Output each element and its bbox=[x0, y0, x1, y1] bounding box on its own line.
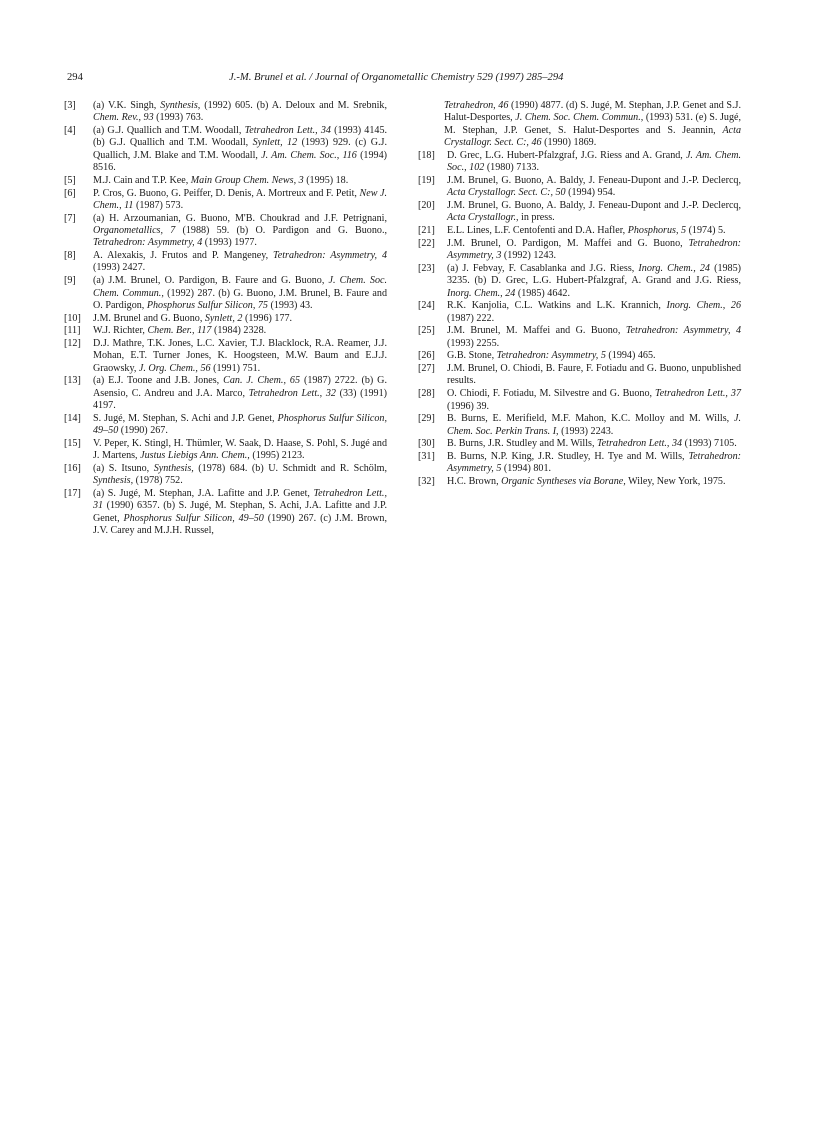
reference-text: (a) H. Arzoumanian, G. Buono, M'B. Choukrad and J.F. Petrignani, bbox=[93, 212, 387, 224]
reference-number: [27] bbox=[418, 363, 435, 375]
reference-number: [23] bbox=[418, 262, 435, 274]
reference-item bbox=[418, 300, 741, 325]
reference-text: G.B. Stone, bbox=[447, 350, 497, 362]
reference-text: (a) S. Jugé, M. Stephan, J.A. Lafitte and J.P. Genet, bbox=[93, 488, 314, 500]
reference-item bbox=[418, 476, 741, 488]
reference-item bbox=[418, 363, 741, 388]
reference-item bbox=[418, 225, 741, 237]
reference-item bbox=[64, 250, 387, 275]
reference-italic-text: Tetrahedron, 46 bbox=[444, 100, 509, 111]
reference-text: (1993) 929. (c) G.J. Quallich, J.M. Blake and T.M. Woodall, bbox=[93, 137, 387, 161]
reference-item bbox=[64, 100, 387, 125]
reference-number: [26] bbox=[418, 350, 435, 362]
reference-italic-text: Tetrahedron: Asymmetry, 5 bbox=[447, 451, 741, 475]
reference-italic-text: J. Org. Chem., 56 bbox=[138, 362, 211, 374]
reference-item bbox=[64, 488, 387, 537]
reference-text: D.J. Mathre, T.K. Jones, L.C. Xavier, T.J. Blacklock, R.A. Reamer, J.J. Mohan, E.T. Turner Jones, K. Hoogsteen, M.W. Baum and E.J.J. Graowsky, bbox=[93, 338, 387, 374]
reference-text: (1978) 684. (b) U. Schmidt and R. Schölm, bbox=[193, 463, 387, 475]
reference-number: [25] bbox=[418, 325, 435, 337]
reference-text: (1980) 7133. bbox=[484, 162, 539, 174]
reference-number: [8] bbox=[64, 250, 76, 262]
reference-text: (1994) 8516. bbox=[93, 149, 387, 174]
reference-text: (1993) 2255. bbox=[447, 337, 500, 349]
reference-item bbox=[418, 175, 741, 200]
reference-italic-text: Tetrahedron: Asymmetry, 4 bbox=[93, 237, 203, 249]
reference-item bbox=[64, 275, 387, 312]
reference-text: (1978) 752. bbox=[133, 475, 183, 487]
reference-text: (1992) 605. (b) A. Deloux and M. Srebnik, bbox=[200, 100, 387, 111]
reference-text: (1993) 2243. bbox=[558, 425, 614, 437]
reference-item bbox=[418, 350, 741, 362]
reference-item bbox=[418, 438, 741, 450]
reference-italic-text: Acta Crystallogr. Sect. C:, 46 bbox=[444, 124, 741, 149]
reference-text: (1993) 4145. (b) G.J. Quallich and T.M. Woodall, bbox=[93, 125, 388, 149]
reference-item bbox=[418, 388, 741, 413]
reference-text: (1995) 18. bbox=[303, 174, 349, 186]
reference-item bbox=[418, 238, 741, 263]
reference-continuation bbox=[418, 100, 741, 149]
reference-number: [12] bbox=[64, 338, 81, 350]
reference-text: B. Burns, N.P. King, J.R. Studley, H. Tye and M. Wills, bbox=[447, 451, 689, 463]
reference-italic-text: Can. J. Chem., 65 bbox=[223, 375, 301, 387]
reference-text: P. Cros, G. Buono, G. Peiffer, D. Denis, A. Mortreux and F. Petit, bbox=[93, 187, 360, 199]
reference-text: (1987) 573. bbox=[133, 199, 184, 211]
reference-italic-text: Organic Syntheses via Borane, bbox=[501, 476, 626, 488]
reference-text: M.J. Cain and T.P. Kee, bbox=[93, 174, 191, 186]
reference-text: (1994) 465. bbox=[605, 350, 656, 362]
reference-item bbox=[64, 188, 387, 213]
reference-text: J.M. Brunel, G. Buono, A. Baldy, J. Feneau-Dupont and J.-P. Declercq, bbox=[447, 199, 741, 211]
reference-item bbox=[418, 451, 741, 476]
reference-italic-text: J. Am. Chem. Soc., 116 bbox=[261, 149, 357, 161]
journal-running-head: J.-M. Brunel et al. / Journal of Organometallic Chemistry 529 (1997) 285–294 bbox=[229, 72, 564, 83]
reference-text: (1993) 43. bbox=[267, 299, 313, 311]
reference-text: (a) J.M. Brunel, O. Pardigon, B. Faure and G. Buono, bbox=[93, 275, 329, 287]
reference-italic-text: Justus Liebigs Ann. Chem., bbox=[140, 450, 250, 462]
reference-text: (1993) 7105. bbox=[682, 438, 737, 450]
reference-text: (1992) 287. (b) G. Buono, J.M. Brunel, B. Faure and O. Pardigon, bbox=[93, 287, 387, 311]
reference-number: [17] bbox=[64, 488, 81, 500]
reference-italic-text: Acta Crystallogr., bbox=[447, 212, 519, 224]
reference-text: J.M. Brunel, O. Chiodi, B. Faure, F. Fotiadu and G. Buono, unpublished results. bbox=[447, 363, 741, 387]
reference-text: J.M. Brunel and G. Buono, bbox=[93, 312, 205, 324]
references-left-column bbox=[64, 100, 387, 538]
reference-text: (1993) 1977. bbox=[202, 237, 257, 249]
reference-text: S. Jugé, M. Stephan, S. Achi and J.P. Genet, bbox=[93, 412, 278, 424]
reference-text: in press. bbox=[518, 212, 555, 224]
reference-item bbox=[64, 325, 387, 337]
reference-item bbox=[418, 150, 741, 175]
reference-number: [29] bbox=[418, 413, 435, 425]
reference-text: (1984) 2328. bbox=[211, 325, 267, 337]
reference-text: V. Peper, K. Stingl, H. Thümler, W. Saak, D. Haase, S. Pohl, S. Jugé and J. Martens, bbox=[93, 437, 387, 462]
reference-italic-text: Phosphorus Sulfur Silicon, 75 bbox=[146, 299, 268, 311]
reference-item bbox=[64, 438, 387, 463]
reference-item bbox=[418, 413, 741, 438]
reference-text: (a) S. Itsuno, bbox=[93, 463, 154, 475]
reference-item bbox=[64, 338, 387, 375]
reference-number: [6] bbox=[64, 187, 76, 199]
reference-italic-text: New J. Chem., 11 bbox=[93, 187, 387, 211]
reference-italic-text: J. Am. Chem. Soc., 102 bbox=[447, 149, 742, 174]
reference-text: (1995) 2123. bbox=[249, 450, 305, 462]
reference-text: (1990) 267. (c) J.M. Brown, J.V. Carey and M.J.H. Russel, bbox=[93, 512, 387, 537]
reference-number: [3] bbox=[64, 100, 76, 111]
reference-italic-text: Organometallics, 7 bbox=[93, 225, 176, 236]
reference-italic-text: Synthesis, bbox=[153, 463, 194, 475]
reference-italic-text: Acta Crystallogr. Sect. C:, 50 bbox=[447, 187, 566, 199]
reference-number: [21] bbox=[418, 225, 435, 236]
reference-italic-text: Inorg. Chem., 26 bbox=[666, 300, 741, 312]
reference-text: Wiley, New York, 1975. bbox=[625, 476, 726, 488]
reference-item bbox=[418, 325, 741, 350]
reference-item bbox=[64, 125, 387, 174]
reference-text: (1994) 954. bbox=[565, 187, 616, 199]
reference-text: (a) V.K. Singh, bbox=[93, 100, 161, 111]
reference-item bbox=[64, 413, 387, 438]
reference-text: D. Grec, L.G. Hubert-Pfalzgraf, J.G. Riess and A. Grand, bbox=[447, 149, 686, 161]
reference-text: (1993) 763. bbox=[153, 112, 204, 124]
reference-number: [18] bbox=[418, 149, 435, 161]
reference-text: (1991) 751. bbox=[210, 362, 261, 374]
reference-text: (a) E.J. Toone and J.B. Jones, bbox=[93, 375, 224, 387]
reference-text: W.J. Richter, bbox=[93, 325, 148, 337]
reference-text: (1996) 177. bbox=[242, 312, 293, 324]
reference-text: J.M. Brunel, M. Maffei and G. Buono, bbox=[447, 325, 626, 337]
reference-text: H.C. Brown, bbox=[447, 476, 502, 488]
reference-number: [15] bbox=[64, 437, 81, 449]
reference-number: [13] bbox=[64, 375, 81, 387]
reference-number: [19] bbox=[418, 174, 435, 186]
reference-text: O. Chiodi, F. Fotiadu, M. Silvestre and G. Buono, bbox=[447, 388, 656, 400]
reference-number: [10] bbox=[64, 312, 81, 324]
reference-text: A. Alexakis, J. Frutos and P. Mangeney, bbox=[93, 250, 274, 262]
reference-number: [30] bbox=[418, 438, 435, 450]
reference-item bbox=[64, 463, 387, 488]
reference-number: [5] bbox=[64, 174, 76, 186]
reference-italic-text: Chem. Rev., 93 bbox=[93, 112, 154, 124]
reference-text: (1974) 5. bbox=[686, 225, 726, 236]
reference-number: [24] bbox=[418, 300, 435, 312]
reference-number: [20] bbox=[418, 199, 435, 211]
reference-text: J.M. Brunel, O. Pardigon, M. Maffei and G. Buono, bbox=[447, 237, 689, 249]
reference-italic-text: Main Group Chem. News, 3 bbox=[190, 174, 304, 186]
running-header bbox=[67, 70, 752, 86]
reference-italic-text: Tetrahedron: Asymmetry, 4 bbox=[273, 250, 387, 262]
reference-italic-text: Tetrahedron Lett., 34 bbox=[244, 125, 331, 137]
reference-item bbox=[418, 263, 741, 300]
reference-italic-text: Inorg. Chem., 24 bbox=[638, 262, 710, 274]
page-number: 294 bbox=[67, 72, 83, 83]
reference-italic-text: Tetrahedron Lett., 34 bbox=[597, 438, 683, 450]
reference-text: (1996) 39. bbox=[447, 400, 490, 412]
reference-italic-text: Synthesis, bbox=[93, 475, 134, 487]
reference-italic-text: Tetrahedron Lett., 31 bbox=[93, 488, 387, 512]
reference-italic-text: Chem. Ber., 117 bbox=[147, 325, 212, 337]
reference-text: (33) (1991) 4197. bbox=[93, 387, 387, 412]
reference-item bbox=[64, 375, 387, 412]
reference-text: (a) J. Febvay, F. Casablanka and J.G. Riess, bbox=[447, 262, 639, 274]
reference-text: (1987) 222. bbox=[447, 312, 495, 324]
reference-number: [14] bbox=[64, 412, 81, 424]
reference-text: (1990) 1869. bbox=[541, 137, 597, 149]
reference-italic-text: J. Chem. Soc. Perkin Trans. I, bbox=[447, 413, 741, 437]
reference-text: (1988) 59. (b) O. Pardigon and G. Buono., bbox=[175, 225, 387, 236]
reference-italic-text: Phosphorus Sulfur Silicon, 49–50 bbox=[93, 412, 387, 437]
reference-number: [4] bbox=[64, 125, 76, 137]
reference-item bbox=[64, 313, 387, 325]
reference-text: (1993) 531. (e) S. Jugé, M. Stephan, J.P. Genet, S. Halut-Desportes and S. Jeannin, bbox=[444, 112, 742, 136]
references-right-column bbox=[418, 100, 741, 489]
reference-text: (1985) 3235. (b) D. Grec, L.G. Hubert-Pfalzgraf, A. Grand and J.G. Riess, bbox=[447, 262, 741, 287]
reference-item bbox=[64, 175, 387, 187]
reference-number: [31] bbox=[418, 451, 435, 463]
reference-text: B. Burns, E. Merifield, M.F. Mahon, K.C. Molloy and M. Wills, bbox=[447, 413, 734, 425]
reference-number: [22] bbox=[418, 237, 435, 249]
reference-italic-text: Tetrahedron Lett., 32 bbox=[248, 387, 336, 399]
reference-italic-text: Synlett, 12 bbox=[252, 137, 298, 149]
reference-text: E.L. Lines, L.F. Centofenti and D.A. Hafler, bbox=[447, 225, 628, 236]
reference-italic-text: Tetrahedron: Asymmetry, 4 bbox=[625, 325, 741, 337]
reference-text: (1993) 2427. bbox=[93, 262, 146, 274]
reference-item bbox=[418, 200, 741, 225]
reference-text: J.M. Brunel, G. Buono, A. Baldy, J. Feneau-Dupont and J.-P. Declercq, bbox=[447, 174, 741, 186]
reference-number: [28] bbox=[418, 388, 435, 400]
reference-italic-text: Tetrahedron: Asymmetry, 3 bbox=[447, 237, 741, 262]
reference-text: (1990) 6357. (b) S. Jugé, M. Stephan, S. Achi, J.A. Lafitte and J.P. Genet, bbox=[93, 500, 387, 524]
reference-italic-text: J. Chem. Soc. Chem. Commun., bbox=[93, 275, 387, 299]
reference-text: (1990) 4877. (d) S. Jugé, M. Stephan, J.P. Genet and S.J. Halut-Desportes, bbox=[444, 100, 741, 124]
reference-italic-text: Synlett, 2 bbox=[204, 312, 243, 324]
reference-text: (1990) 267. bbox=[118, 425, 168, 437]
reference-italic-text: Phosphorus Sulfur Silicon, 49–50 bbox=[123, 512, 264, 524]
reference-italic-text: Tetrahedron Lett., 37 bbox=[655, 388, 741, 400]
reference-item bbox=[64, 213, 387, 250]
reference-italic-text: J. Chem. Soc. Chem. Commun., bbox=[515, 112, 644, 124]
reference-italic-text: Inorg. Chem., 24 bbox=[447, 287, 516, 299]
reference-number: [9] bbox=[64, 275, 76, 287]
reference-text: (1987) 2722. (b) G. Asensio, C. Andreu and J.A. Marco, bbox=[93, 375, 387, 399]
reference-italic-text: Phosphorus, 5 bbox=[627, 225, 687, 236]
reference-number: [11] bbox=[64, 325, 81, 337]
reference-text: (1992) 1243. bbox=[501, 250, 557, 262]
reference-italic-text: Tetrahedron: Asymmetry, 5 bbox=[496, 350, 606, 362]
reference-text: R.K. Kanjolia, C.L. Watkins and L.K. Krannich, bbox=[447, 300, 667, 312]
reference-text: B. Burns, J.R. Studley and M. Wills, bbox=[447, 438, 597, 450]
reference-text: (a) G.J. Quallich and T.M. Woodall, bbox=[93, 125, 245, 137]
reference-number: [7] bbox=[64, 212, 76, 224]
reference-number: [32] bbox=[418, 476, 435, 488]
reference-italic-text: Synthesis, bbox=[160, 100, 201, 111]
reference-text: (1994) 801. bbox=[501, 463, 552, 475]
reference-number: [16] bbox=[64, 463, 81, 475]
reference-text: (1985) 4642. bbox=[515, 287, 570, 299]
